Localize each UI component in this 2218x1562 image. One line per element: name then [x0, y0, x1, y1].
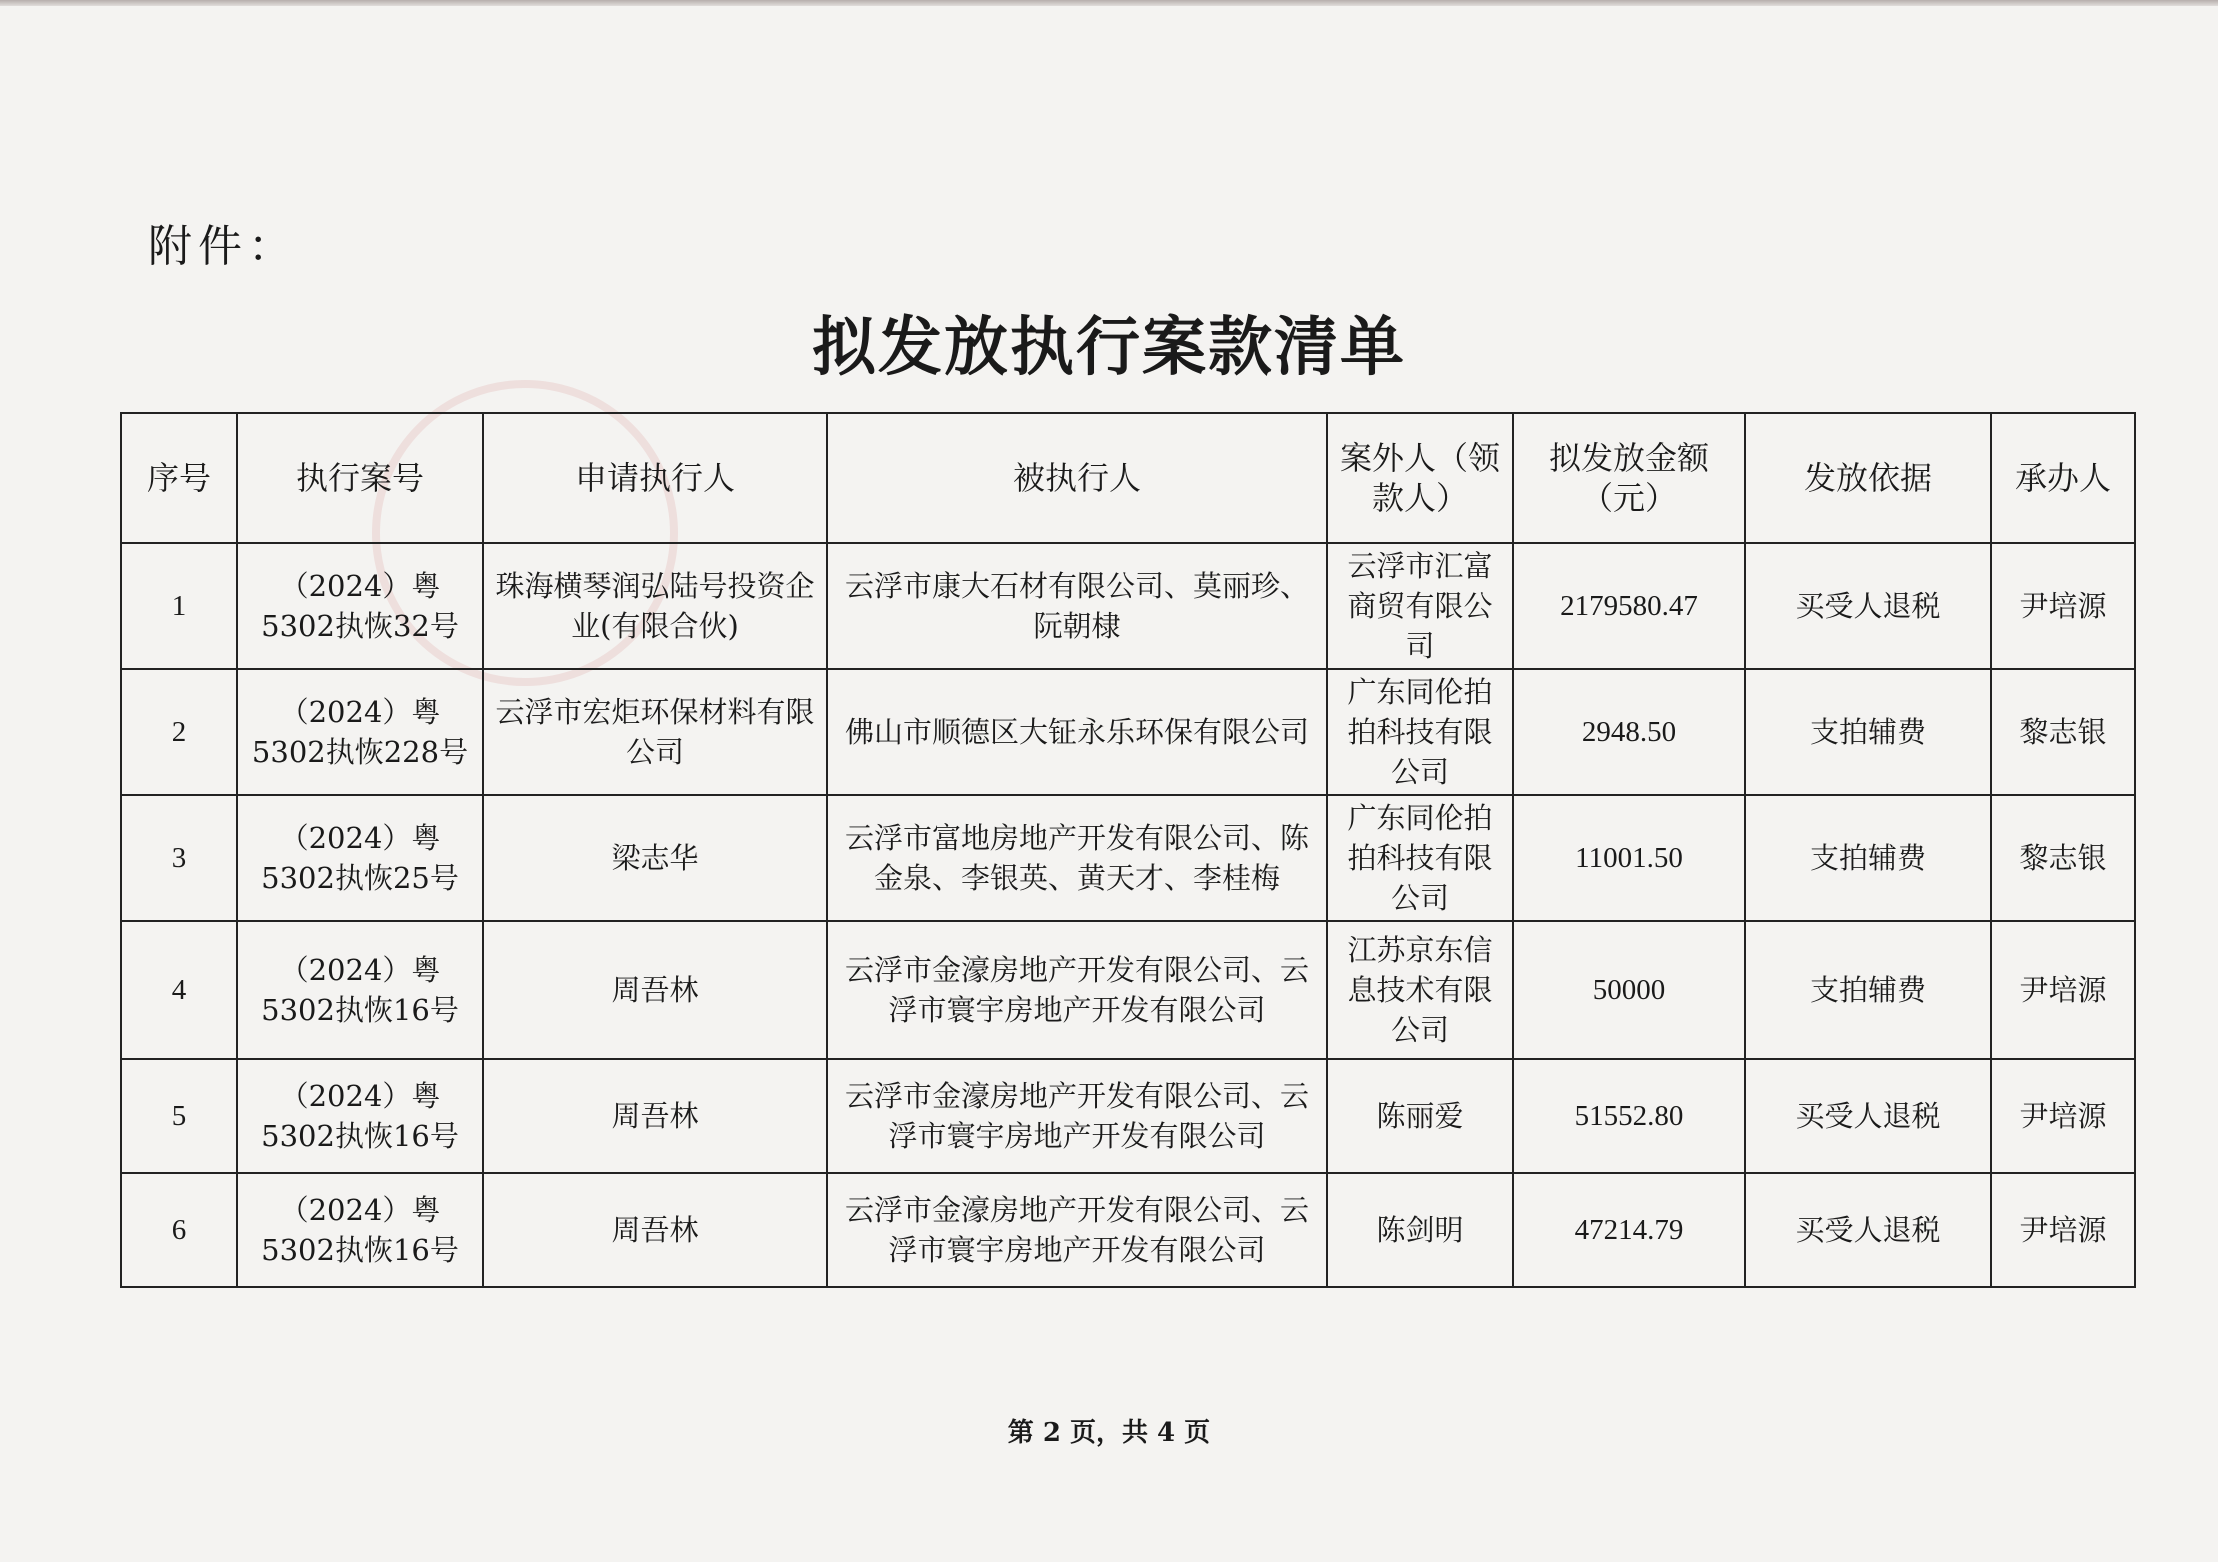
cell-handler: 尹培源 [1991, 921, 2135, 1059]
cell-handler: 尹培源 [1991, 543, 2135, 669]
cell-seq: 2 [121, 669, 237, 795]
cell-basis: 支拍辅费 [1745, 795, 1991, 921]
cell-case-no: （2024）粤5302执恢25号 [237, 795, 483, 921]
cell-amount: 51552.80 [1513, 1059, 1745, 1173]
header-applicant: 申请执行人 [483, 413, 827, 543]
cell-applicant: 梁志华 [483, 795, 827, 921]
cell-outsider: 陈丽爱 [1327, 1059, 1513, 1173]
table-row [121, 921, 2135, 1059]
payout-table [120, 412, 2136, 1288]
cell-outsider: 江苏京东信息技术有限公司 [1327, 921, 1513, 1059]
cell-seq: 5 [121, 1059, 237, 1173]
cell-basis: 支拍辅费 [1745, 921, 1991, 1059]
cell-applicant: 周吾林 [483, 1059, 827, 1173]
scan-edge [0, 0, 2218, 6]
cell-outsider: 云浮市汇富商贸有限公司 [1327, 543, 1513, 669]
header-seq: 序号 [121, 413, 237, 543]
cell-amount: 47214.79 [1513, 1173, 1745, 1287]
cell-handler: 尹培源 [1991, 1173, 2135, 1287]
cell-case-no: （2024）粤5302执恢228号 [237, 669, 483, 795]
cell-amount: 50000 [1513, 921, 1745, 1059]
cell-handler: 黎志银 [1991, 795, 2135, 921]
page-footer: 第 2 页，共 4 页 [1007, 1418, 1211, 1448]
cell-seq: 4 [121, 921, 237, 1059]
cell-handler: 黎志银 [1991, 669, 2135, 795]
header-amount: 拟发放金额（元） [1513, 413, 1745, 543]
cell-basis: 买受人退税 [1745, 1059, 1991, 1173]
cell-applicant: 周吾林 [483, 921, 827, 1059]
cell-basis: 买受人退税 [1745, 1173, 1991, 1287]
cell-applicant: 云浮市宏炬环保材料有限公司 [483, 669, 827, 795]
table-row [121, 795, 2135, 921]
cell-case-no: （2024）粤5302执恢16号 [237, 1173, 483, 1287]
cell-seq: 6 [121, 1173, 237, 1287]
table-header-row [121, 413, 2135, 543]
attachment-label: 附件： [148, 221, 298, 272]
table-row [121, 1059, 2135, 1173]
header-respondent: 被执行人 [827, 413, 1327, 543]
cell-amount: 2179580.47 [1513, 543, 1745, 669]
cell-amount: 11001.50 [1513, 795, 1745, 921]
cell-basis: 支拍辅费 [1745, 669, 1991, 795]
cell-outsider: 广东同伦拍拍科技有限公司 [1327, 795, 1513, 921]
table-row [121, 1173, 2135, 1287]
table-row [121, 543, 2135, 669]
cell-case-no: （2024）粤5302执恢32号 [237, 543, 483, 669]
cell-seq: 3 [121, 795, 237, 921]
cell-handler: 尹培源 [1991, 1059, 2135, 1173]
cell-applicant: 周吾林 [483, 1173, 827, 1287]
header-basis: 发放依据 [1745, 413, 1991, 543]
cell-outsider: 陈剑明 [1327, 1173, 1513, 1287]
header-handler: 承办人 [1991, 413, 2135, 543]
cell-respondent: 云浮市金濠房地产开发有限公司、云浮市寰宇房地产开发有限公司 [827, 1173, 1327, 1287]
cell-respondent: 云浮市富地房地产开发有限公司、陈金泉、李银英、黄天才、李桂梅 [827, 795, 1327, 921]
cell-respondent: 佛山市顺德区大钲永乐环保有限公司 [827, 669, 1327, 795]
cell-outsider: 广东同伦拍拍科技有限公司 [1327, 669, 1513, 795]
cell-amount: 2948.50 [1513, 669, 1745, 795]
table-row [121, 669, 2135, 795]
cell-applicant: 珠海横琴润弘陆号投资企业(有限合伙) [483, 543, 827, 669]
header-case-no: 执行案号 [237, 413, 483, 543]
cell-seq: 1 [121, 543, 237, 669]
cell-case-no: （2024）粤5302执恢16号 [237, 1059, 483, 1173]
cell-respondent: 云浮市康大石材有限公司、莫丽珍、阮朝棣 [827, 543, 1327, 669]
document-title: 拟发放执行案款清单 [812, 310, 1406, 385]
cell-case-no: （2024）粤5302执恢16号 [237, 921, 483, 1059]
cell-basis: 买受人退税 [1745, 543, 1991, 669]
header-outsider: 案外人（领款人） [1327, 413, 1513, 543]
cell-respondent: 云浮市金濠房地产开发有限公司、云浮市寰宇房地产开发有限公司 [827, 1059, 1327, 1173]
cell-respondent: 云浮市金濠房地产开发有限公司、云浮市寰宇房地产开发有限公司 [827, 921, 1327, 1059]
